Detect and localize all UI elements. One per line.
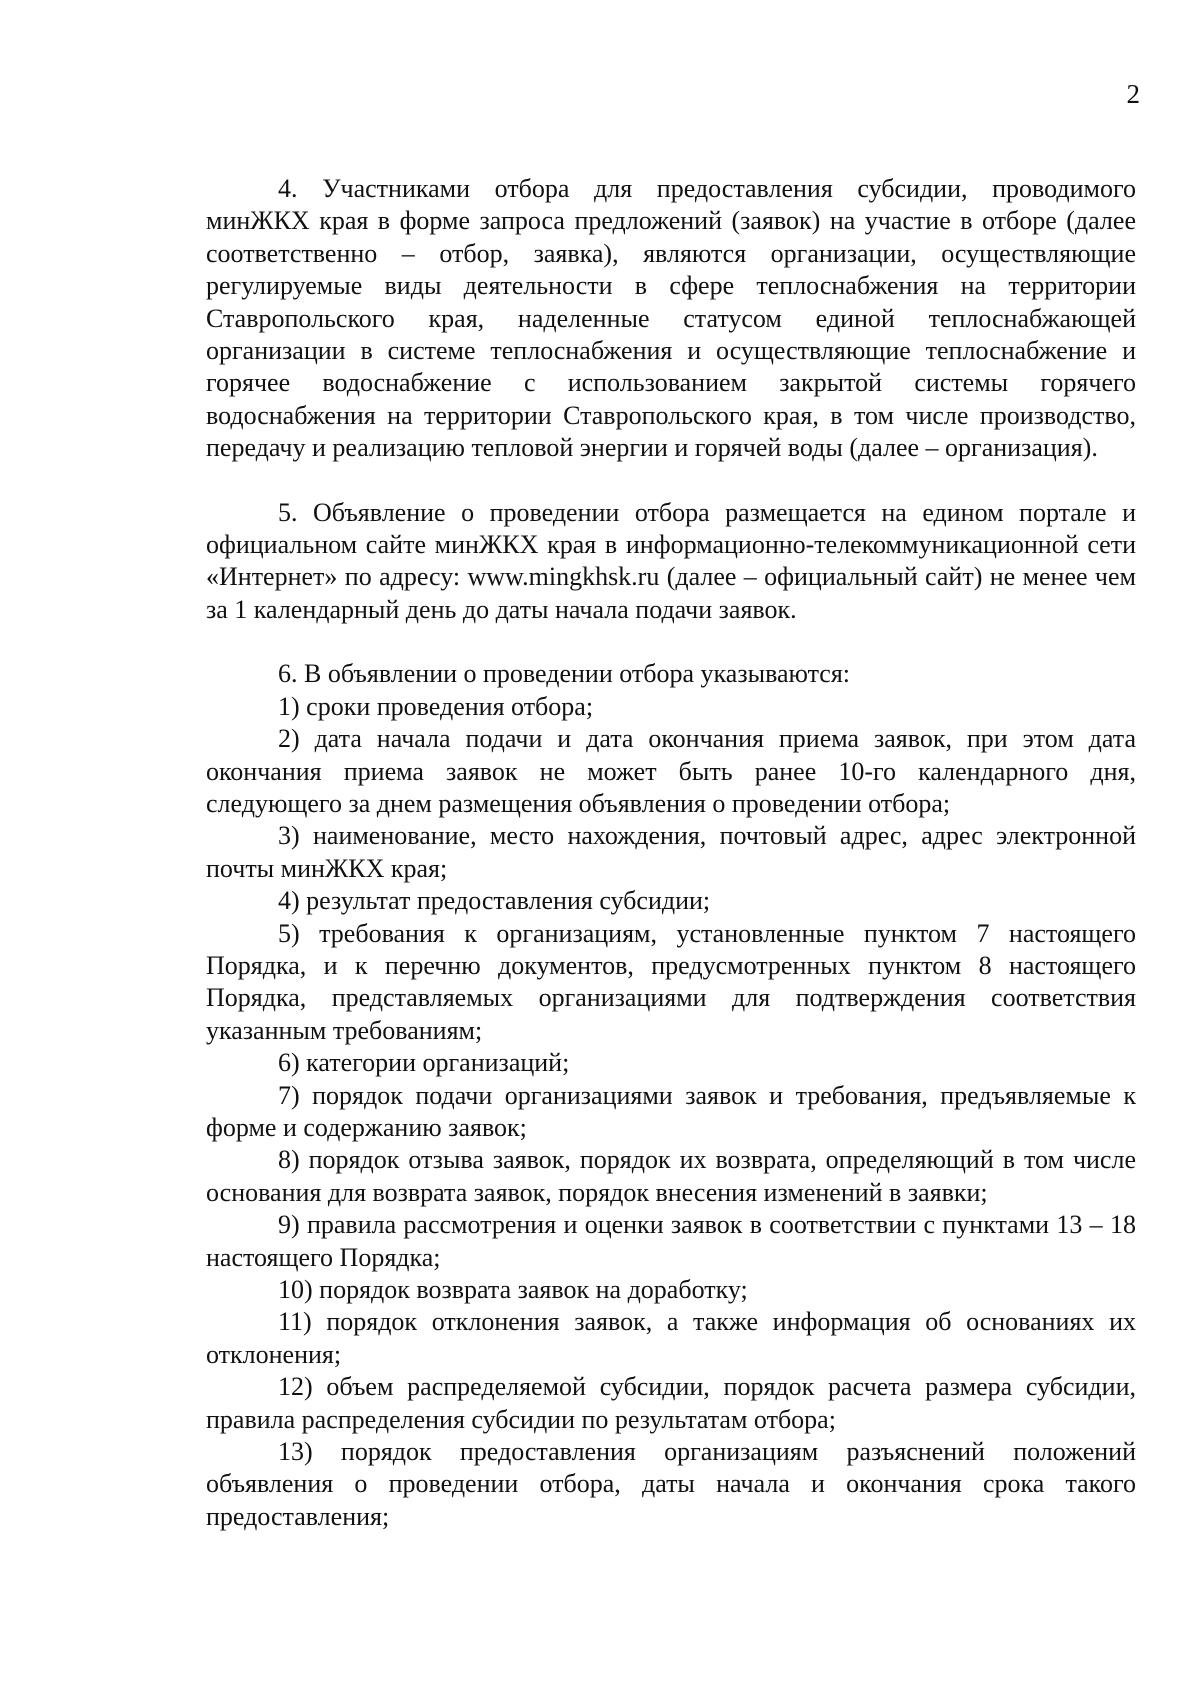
list-item: 10) порядок возврата заявок на доработку; bbox=[278, 1275, 748, 1304]
list-item: 8) порядок отзыва заявок, порядок их возврата, определяющий в том числе основания для возврата заявок, порядок внесения изменений в заявки; bbox=[206, 1145, 1136, 1207]
list-item: 7) порядок подачи организациями заявок и требования, предъявляемые к форме и содержанию заявок; bbox=[206, 1080, 1136, 1142]
list-item: 1) сроки проведения отбора; bbox=[278, 691, 594, 721]
page-number: 2 bbox=[1126, 79, 1140, 109]
list-item: 4) результат предоставления субсидии; bbox=[278, 886, 711, 916]
announcement-contents-list bbox=[206, 691, 1136, 1534]
list-item: 3) наименование, место нахождения, почтовый адрес, адрес электронной почты минЖКХ края; bbox=[206, 821, 1136, 883]
list-item: 12) объем распределяемой субсидии, порядок расчета размера субсидии, правила распределения субсидии по результатам отбора; bbox=[206, 1372, 1136, 1434]
list-item: 13) порядок предоставления организациям разъяснений положений объявления о проведении отбора, даты начала и окончания срока такого предоставления; bbox=[206, 1437, 1136, 1531]
document-body bbox=[206, 173, 1136, 1533]
paragraph-6: 6. В объявлении о проведении отбора указываются: bbox=[278, 659, 851, 689]
list-item: 9) правила рассмотрения и оценки заявок в соответствии с пунктами 13 – 18 настоящего Порядка; bbox=[206, 1210, 1136, 1272]
paragraph-4: 4. Участниками отбора для предоставления субсидии, проводимого минЖКХ края в форме запроса предложений (заявок) на участие в отборе (далее соответственно – отбор, заявка), являются организации, осуществляющие регулируемые виды деятельности в сфере теплоснабжения на территории Ставропольского края, наделенные статусом единой теплоснабжающей организации в системе теплоснабжения и осуществляющие теплоснабжение и горячее водоснабжение с использованием закрытой системы горячего водоснабжения на территории Ставропольского края, в том числе производство, передачу и реализацию тепловой энергии и горячей воды (далее – организация). bbox=[206, 174, 1136, 463]
list-item: 5) требования к организациям, установленные пунктом 7 настоящего Порядка, и к перечню документов, предусмотренных пунктом 8 настоящего Порядка, представляемых организациями для подтверждения соответствия указанным требованиям; bbox=[206, 918, 1136, 1045]
paragraph-5: 5. Объявление о проведении отбора размещается на едином портале и официальном сайте минЖКХ края в информационно-телекоммуникационной сети «Интернет» по адресу: www.mingkhsk.ru (далее – официальный сайт) не менее чем за 1 календарный день до даты начала подачи заявок. bbox=[206, 497, 1136, 624]
list-item: 11) порядок отклонения заявок, а также информация об основаниях их отклонения; bbox=[206, 1307, 1136, 1369]
list-item: 2) дата начала подачи и дата окончания приема заявок, при этом дата окончания приема заявок не может быть ранее 10-го календарного дня, следующего за днем размещения объявления о проведении отбора; bbox=[206, 724, 1136, 818]
list-item: 6) категории организаций; bbox=[278, 1048, 570, 1078]
